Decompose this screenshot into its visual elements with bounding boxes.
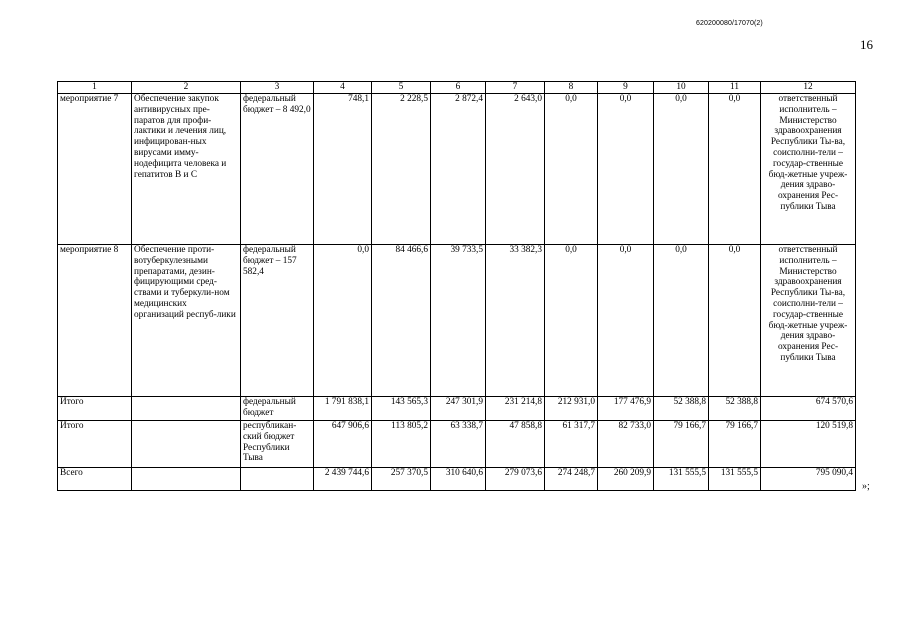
value-cell: 143 565,3: [372, 397, 431, 421]
value-cell: 247 301,9: [431, 397, 486, 421]
header-cell: 12: [761, 82, 856, 94]
header-cell: 8: [545, 82, 598, 94]
value-cell: 33 382,3: [486, 245, 545, 397]
value-cell: 0,0: [598, 94, 654, 245]
value-cell: 212 931,0: [545, 397, 598, 421]
value-cell: 47 858,8: [486, 421, 545, 468]
value-cell: 113 805,2: [372, 421, 431, 468]
document-code: 620200080/17070(2): [696, 20, 763, 27]
header-cell: 9: [598, 82, 654, 94]
value-cell: 0,0: [545, 94, 598, 245]
value-cell: 39 733,5: [431, 245, 486, 397]
value-cell: 2 872,4: [431, 94, 486, 245]
total-row: [58, 468, 856, 491]
value-cell: 61 317,7: [545, 421, 598, 468]
value-cell: 2 439 744,6: [314, 468, 372, 491]
empty-cell: [132, 397, 241, 421]
value-cell: 79 166,7: [709, 421, 761, 468]
header-cell: 11: [709, 82, 761, 94]
page-number: 16: [860, 37, 873, 52]
value-cell: 79 166,7: [654, 421, 709, 468]
value-cell: 63 338,7: [431, 421, 486, 468]
value-cell: 52 388,8: [709, 397, 761, 421]
value-cell: 647 906,6: [314, 421, 372, 468]
funding-source: федеральный бюджет – 8 492,0: [241, 94, 314, 245]
value-cell: 748,1: [314, 94, 372, 245]
total-value: 674 570,6: [761, 397, 856, 421]
value-cell: 274 248,7: [545, 468, 598, 491]
value-cell: 0,0: [709, 94, 761, 245]
table-row: [58, 94, 856, 245]
value-cell: 0,0: [314, 245, 372, 397]
value-cell: 0,0: [654, 94, 709, 245]
value-cell: 177 476,9: [598, 397, 654, 421]
funding-source: федеральный бюджет: [241, 397, 314, 421]
empty-cell: [132, 468, 241, 491]
funding-source: [241, 468, 314, 491]
value-cell: 260 209,9: [598, 468, 654, 491]
total-value: 120 519,8: [761, 421, 856, 468]
total-row: [58, 421, 856, 468]
activity-description: Обеспечение закупок антивирусных пре-паратов для профи-лактики и лечения лиц, инфицирован-ных вирусами имму-нодефицита человека и гепатитов В и С: [132, 94, 241, 245]
value-cell: 82 733,0: [598, 421, 654, 468]
header-cell: 4: [314, 82, 372, 94]
value-cell: 131 555,5: [709, 468, 761, 491]
value-cell: 2 643,0: [486, 94, 545, 245]
responsible-executor: ответственный исполнитель – Министерство здравоохранения Республики Ты-ва, соисполни-тели – государ-ственные бюд-жетные учреж-дения здраво-охранения Рес-публики Тыва: [761, 245, 856, 397]
header-cell: 7: [486, 82, 545, 94]
value-cell: 2 228,5: [372, 94, 431, 245]
value-cell: 279 073,6: [486, 468, 545, 491]
header-cell: 1: [58, 82, 132, 94]
total-label: Итого: [58, 421, 132, 468]
total-row: [58, 397, 856, 421]
header-cell: 10: [654, 82, 709, 94]
budget-table: [57, 81, 856, 491]
value-cell: 131 555,5: [654, 468, 709, 491]
table-row: [58, 245, 856, 397]
total-label: Всего: [58, 468, 132, 491]
total-value: 795 090,4: [761, 468, 856, 491]
total-label: Итого: [58, 397, 132, 421]
value-cell: 52 388,8: [654, 397, 709, 421]
closing-quote: »;: [862, 481, 870, 492]
funding-source: федеральный бюджет – 157 582,4: [241, 245, 314, 397]
activity-label: мероприятие 8: [58, 245, 132, 397]
value-cell: 0,0: [709, 245, 761, 397]
responsible-executor: ответственный исполнитель – Министерство здравоохранения Республики Ты-ва, соисполни-тели – государ-ственные бюд-жетные учреж-дения здраво-охранения Рес-публики Тыва: [761, 94, 856, 245]
activity-description: Обеспечение проти-вотуберкулезными препаратами, дезин-фицирующими сред-ствами и туберкули-ном медицинских организаций респуб-лики: [132, 245, 241, 397]
value-cell: 257 370,5: [372, 468, 431, 491]
value-cell: 84 466,6: [372, 245, 431, 397]
header-cell: 2: [132, 82, 241, 94]
value-cell: 0,0: [654, 245, 709, 397]
value-cell: 0,0: [598, 245, 654, 397]
header-cell: 5: [372, 82, 431, 94]
header-cell: 6: [431, 82, 486, 94]
value-cell: 1 791 838,1: [314, 397, 372, 421]
header-cell: 3: [241, 82, 314, 94]
value-cell: 0,0: [545, 245, 598, 397]
empty-cell: [132, 421, 241, 468]
header-row: [58, 82, 856, 94]
activity-label: мероприятие 7: [58, 94, 132, 245]
value-cell: 310 640,6: [431, 468, 486, 491]
funding-source: республикан-ский бюджет Республики Тыва: [241, 421, 314, 468]
value-cell: 231 214,8: [486, 397, 545, 421]
